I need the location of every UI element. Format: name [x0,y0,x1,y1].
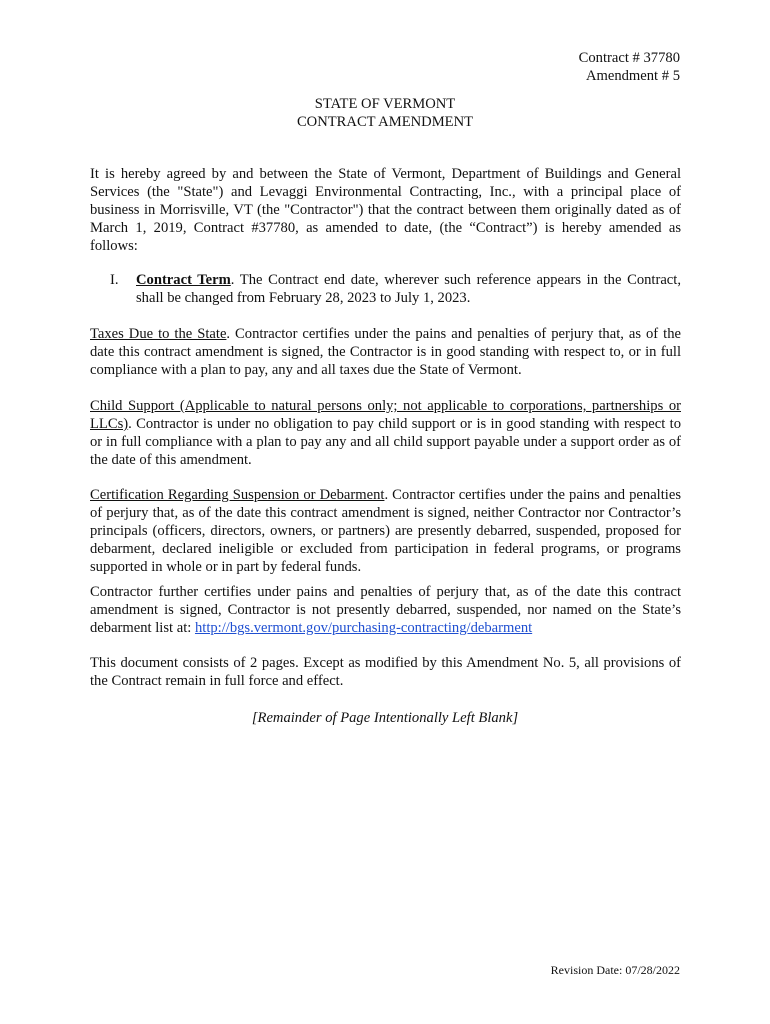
amendment-number: Amendment # 5 [585,67,680,84]
contract-number: Contract # 37780 [578,50,680,66]
child-support-text: . Contractor is under no obligation to pay child support or is in good standing with respect to or in full compliance with a plan to pay any and all child support payable under a support order as of the date of this amendment. [90,415,681,468]
title-line-1: STATE OF VERMONT [314,96,456,112]
remainder-blank-note: [Remainder of Page Intentionally Left Blank] [251,710,519,726]
further-certification-paragraph [90,584,681,638]
debarment-heading: Certification Regarding Suspension or Debarment [90,487,385,503]
debarment-text: . Contractor certifies under the pains and penalties of perjury that, as of the date this contract amendment is signed, neither Contractor nor Contractor’s principals (officers, directors, owners, or partners) are presently debarred, suspended, proposed for debarment, declared ineligible or excluded from participation in federal programs, or programs supported in whole or in part by federal funds. [90,487,681,575]
child-support-heading: Child Support (Applicable to natural persons only; not applicable to corporations, partnerships or LLCs) [90,398,681,432]
further-text: Contractor further certifies under pains and penalties of perjury that, as of the date this contract amendment is signed, Contractor is not presently debarred, suspended, nor named on the State’s debarment list at: [90,584,681,636]
taxes-heading: Taxes Due to the State [90,326,227,342]
item-number: I. [110,272,119,288]
pages-note-paragraph: This document consists of 2 pages. Except as modified by this Amendment No. 5, all provisions of the Contract remain in full force and effect. [90,655,681,689]
intro-paragraph: It is hereby agreed by and between the State of Vermont, Department of Buildings and General Services (the "State") and Levaggi Environmental Contracting, Inc., with a principal place of business in Morrisville, VT (the "Contractor") that the contract between them originally dated as of March 1, 2019, Contract #37780, as amended to date, (the “Contract”) is hereby amended as follows: [90,166,681,254]
revision-date: Revision Date: 07/28/2022 [550,963,680,977]
contract-term-heading: Contract Term [136,272,231,288]
contract-term-text: . The Contract end date, wherever such reference appears in the Contract, shall be changed from February 28, 2023 to July 1, 2023. [136,272,681,306]
contract-header [579,50,680,85]
title-line-2: CONTRACT AMENDMENT [296,114,474,130]
child-support-paragraph [90,398,681,470]
taxes-text: . Contractor certifies under the pains and penalties of perjury that, as of the date this contract amendment is signed, the Contractor is in good standing with respect to, or in full compliance with a plan to pay, any and all taxes due the State of Vermont. [90,326,681,378]
debarment-list-link[interactable]: http://bgs.vermont.gov/purchasing-contracting/debarment [194,619,533,636]
contract-term-body [136,272,681,308]
debarment-paragraph [90,487,681,577]
document-title [0,95,770,131]
taxes-paragraph [90,326,681,380]
